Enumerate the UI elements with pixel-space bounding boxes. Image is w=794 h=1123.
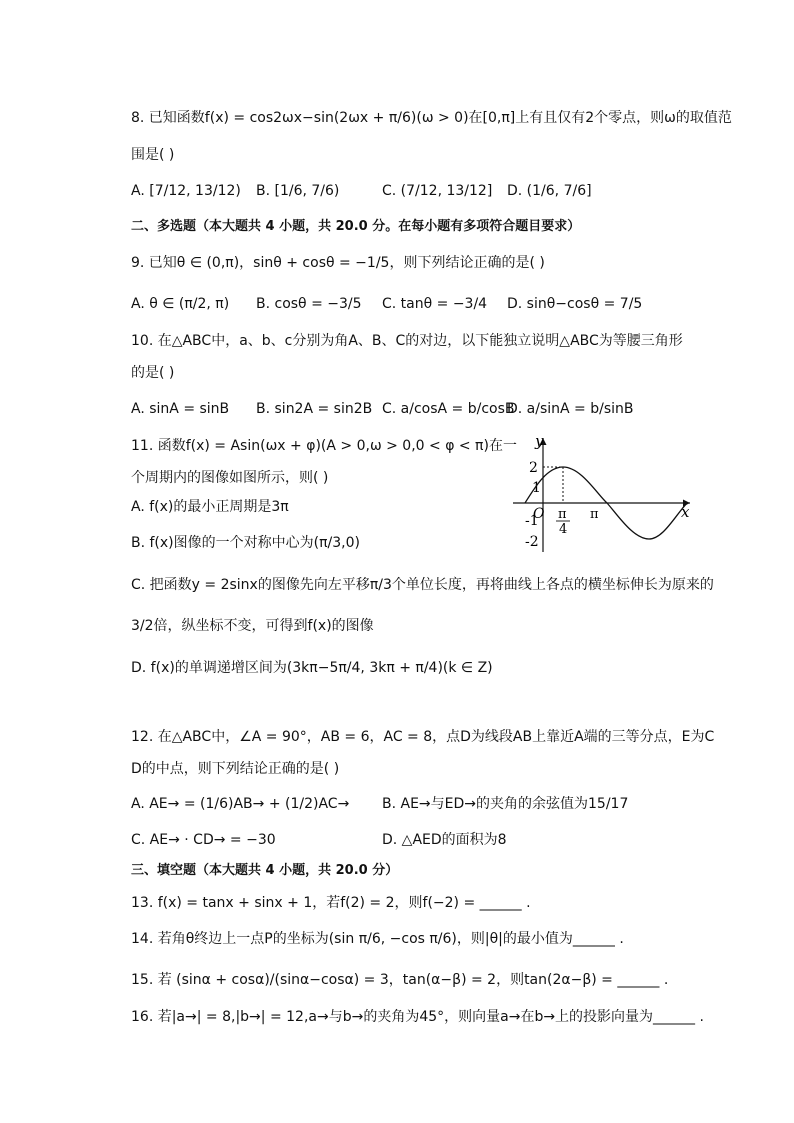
q11-option-b: B. f(x)图像的一个对称中心为(π/3,0) — [131, 535, 360, 551]
graph-x-label: x — [681, 503, 690, 521]
q10-option-c: C. a/cosA = b/cosB — [382, 401, 515, 417]
graph-y-tick-1: 1 — [532, 480, 541, 496]
q10-option-a: A. sinA = sinB — [131, 401, 230, 417]
q13: 13. f(x) = tanx + sinx + 1，若f(2) = 2，则f(−2) = ______ . — [131, 895, 531, 911]
q10-option-d: D. a/sinA = b/sinB — [507, 401, 634, 417]
q8-option-d: D. (1/6, 7/6] — [507, 183, 592, 199]
q12-line1: 12. 在△ABC中，∠A = 90°，AB = 6，AC = 8，点D为线段AB上靠近A端的三等分点，E为C — [131, 729, 715, 745]
q15: 15. 若 (sinα + cosα)/(sinα−cosα) = 3，tan(α−β) = 2，则tan(2α−β) = ______ . — [131, 972, 669, 988]
q8-line1: 8. 已知函数f(x) = cos2ωx−sin(2ωx + π/6)(ω > 0)在[0,π]上有且仅有2个零点，则ω的取值范 — [131, 110, 732, 126]
q12-option-d: D. △AED的面积为8 — [382, 832, 507, 848]
q9-line1: 9. 已知θ ∈ (0,π)，sinθ + cosθ = −1/5，则下列结论正确的是( ) — [131, 255, 545, 271]
q9-option-c: C. tanθ = −3/4 — [382, 296, 488, 312]
graph-origin-label: O — [533, 506, 545, 522]
q11-option-d: D. f(x)的单调递增区间为(3kπ−5π/4, 3kπ + π/4)(k ∈ Z) — [131, 660, 493, 676]
graph-y-label: y — [535, 432, 544, 450]
q11-line1: 11. 函数f(x) = Asin(ωx + φ)(A > 0,ω > 0,0 < φ < π)在一 — [131, 438, 517, 454]
q11-line2: 个周期内的图像如图所示，则( ) — [131, 470, 329, 486]
graph-y-tick-neg2: -2 — [525, 534, 539, 550]
graph-y-tick-2: 2 — [529, 460, 538, 476]
q16: 16. 若|a→| = 8,|b→| = 12,a→与b→的夹角为45°，则向量a→在b→上的投影向量为______ . — [131, 1009, 704, 1025]
q10-line1: 10. 在△ABC中，a、b、c分别为角A、B、C的对边，以下能独立说明△ABC为等腰三角形 — [131, 333, 683, 349]
section-fill-in: 三、填空题（本大题共 4 小题，共 20.0 分） — [131, 863, 399, 878]
q14: 14. 若角θ终边上一点P的坐标为(sin π/6, −cos π/6)，则|θ|的最小值为______ . — [131, 931, 624, 947]
q11-option-c-line2: 3/2倍，纵坐标不变，可得到f(x)的图像 — [131, 618, 374, 634]
q8-line2: 围是( ) — [131, 147, 175, 163]
graph-x-tick-pi: π — [590, 507, 599, 522]
q11-option-a: A. f(x)的最小正周期是3π — [131, 499, 289, 515]
q9-option-d: D. sinθ−cosθ = 7/5 — [507, 296, 643, 312]
q9-option-a: A. θ ∈ (π/2, π) — [131, 296, 230, 312]
q11-sine-graph — [505, 432, 700, 557]
q8-option-c: C. (7/12, 13/12] — [382, 183, 493, 199]
graph-x-tick-pi-over-4-den: 4 — [559, 522, 568, 537]
q12-option-c: C. AE→ · CD→ = −30 — [131, 832, 276, 848]
q12-line2: D的中点，则下列结论正确的是( ) — [131, 761, 340, 777]
q12-option-b: B. AE→与ED→的夹角的余弦值为15/17 — [382, 796, 629, 812]
q12-option-a: A. AE→ = (1/6)AB→ + (1/2)AC→ — [131, 796, 350, 812]
section-multiple-choice: 二、多选题（本大题共 4 小题，共 20.0 分。在每小题有多项符合题目要求） — [131, 219, 581, 234]
q10-option-b: B. sin2A = sin2B — [256, 401, 373, 417]
q11-option-c-line1: C. 把函数y = 2sinx的图像先向左平移π/3个单位长度，再将曲线上各点的横坐标伸长为原来的 — [131, 577, 714, 593]
q9-option-b: B. cosθ = −3/5 — [256, 296, 362, 312]
q8-option-b: B. [1/6, 7/6) — [256, 183, 340, 199]
q10-line2: 的是( ) — [131, 365, 175, 381]
q8-option-a: A. [7/12, 13/12) — [131, 183, 241, 199]
graph-y-tick-neg1: -1 — [525, 513, 539, 529]
graph-x-tick-pi-over-4-num: π — [558, 507, 567, 522]
